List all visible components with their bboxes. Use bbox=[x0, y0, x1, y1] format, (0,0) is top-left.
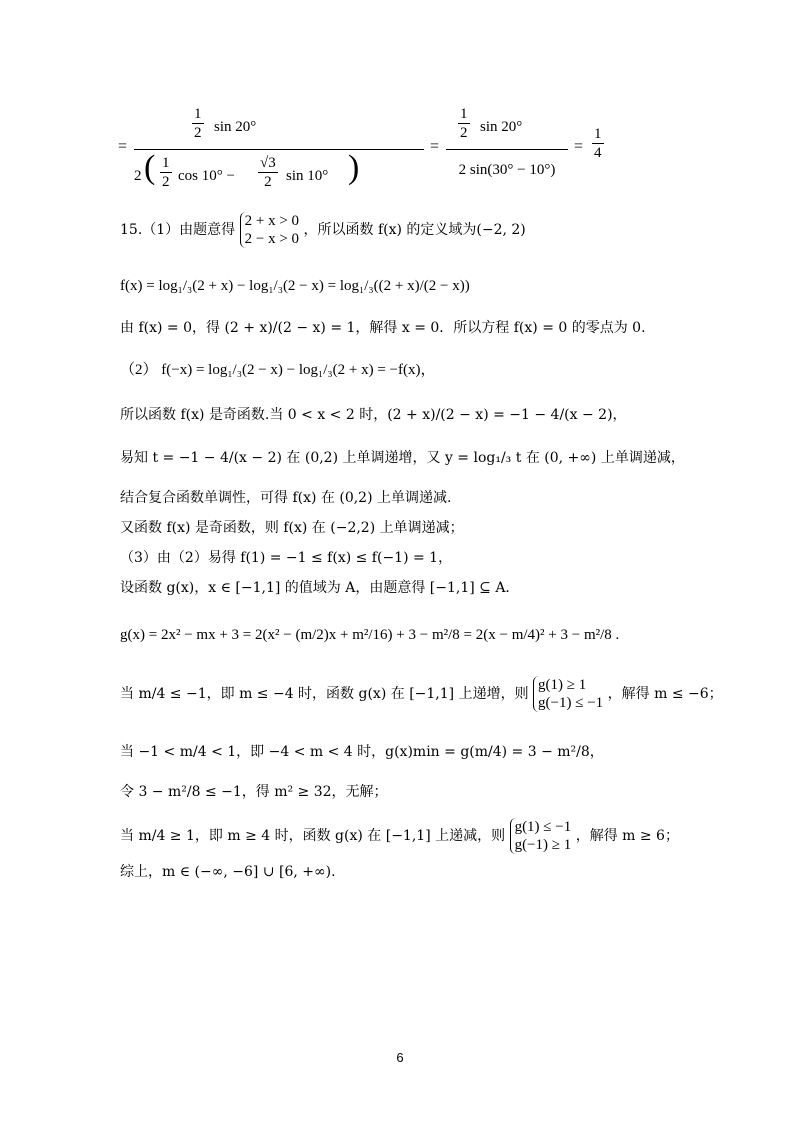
mid-numerator: sin 20° bbox=[480, 119, 523, 135]
increasing-system bbox=[533, 676, 603, 712]
line-3-f: 令 3 − m²/8 ≤ −1，得 m² ≥ 32，无解； bbox=[120, 784, 388, 800]
line-15-1 bbox=[120, 212, 740, 256]
line-15-1-pre: 15.（1）由题意得 bbox=[120, 222, 236, 238]
domain-ineq-2: 2 − x > 0 bbox=[244, 231, 300, 247]
line-f-log: f(x) = log₁/₃(2 + x) − log₁/₃(2 − x) = log₁/₃((2 + x)/(2 − x)) bbox=[120, 278, 470, 294]
decreasing-system bbox=[510, 818, 572, 854]
line-3-e: 当 −1 < m/4 < 1，即 −4 < m < 4 时，g(x)min = g(m/4) = 3 − m²/8， bbox=[120, 744, 604, 760]
line-3-g bbox=[120, 818, 740, 862]
line-2-e: 又函数 f(x) 是奇函数，则 f(x) 在 (−2,2) 上单调递减； bbox=[120, 520, 464, 536]
domain-system bbox=[240, 212, 299, 248]
line-3-a: （3）由（2）易得 f(1) = −1 ≤ f(x) ≤ f(−1) = 1， bbox=[120, 550, 453, 566]
line-zero: 由 f(x) = 0，得 (2 + x)/(2 − x) = 1，解得 x = 0．所以方程 f(x) = 0 的零点为 0. bbox=[120, 320, 646, 336]
line-2-b: 所以函数 f(x) 是奇函数.当 0 < x < 2 时，(2 + x)/(2 − x) = −1 − 4/(x − 2)， bbox=[120, 407, 627, 423]
dec-cond-1: g(1) ≤ −1 bbox=[514, 819, 572, 835]
page-number: 6 bbox=[396, 1050, 404, 1065]
line-3-g-post: ，解得 m ≥ 6； bbox=[575, 828, 679, 844]
inc-cond-2: g(−1) ≤ −1 bbox=[538, 695, 604, 711]
numerator-sin20: sin 20° bbox=[214, 119, 257, 135]
result-denominator: 4 bbox=[594, 145, 602, 161]
dec-cond-2: g(−1) ≥ 1 bbox=[514, 837, 572, 853]
domain-ineq-1: 2 + x > 0 bbox=[244, 213, 300, 229]
line-3-b: 设函数 g(x)，x ∈ [−1,1] 的值域为 A，由题意得 [−1,1] ⊆ A． bbox=[120, 580, 520, 596]
line-3-c: g(x) = 2x² − mx + 3 = 2(x² − (m/2)x + m²/16) + 3 − m²/8 = 2(x − m/4)² + 3 − m²/8 . bbox=[120, 627, 620, 643]
line-15-1-post: ，所以函数 f(x) 的定义域为(−2, 2) bbox=[303, 222, 526, 238]
line-2-c: 易知 t = −1 − 4/(x − 2) 在 (0,2) 上单调递增，又 y = log₁/₃ t 在 (0, +∞) 上单调递减， bbox=[120, 450, 685, 466]
denominator-sin10: sin 10° bbox=[286, 168, 329, 184]
inc-cond-1: g(1) ≥ 1 bbox=[538, 677, 587, 693]
line-3-d-pre: 当 m/4 ≤ −1，即 m ≤ −4 时，函数 g(x) 在 [−1,1] 上递增，则 bbox=[120, 686, 529, 702]
line-2-odd: （2） f(−x) = log₁/₃(2 − x) − log₁/₃(2 + x) = −f(x)， bbox=[120, 362, 436, 378]
mid-denominator: 2 sin(30° − 10°) bbox=[458, 162, 556, 178]
line-3-d bbox=[120, 676, 740, 720]
result-numerator: 1 bbox=[594, 126, 602, 142]
line-conclusion: 综上，m ∈ (−∞, −6] ∪ [6, +∞). bbox=[120, 864, 336, 880]
line-3-g-pre: 当 m/4 ≥ 1，即 m ≥ 4 时，函数 g(x) 在 [−1,1] 上递减，则 bbox=[120, 828, 506, 844]
line-3-d-post: ，解得 m ≤ −6； bbox=[607, 686, 723, 702]
line-2-d: 结合复合函数单调性，可得 f(x) 在 (0,2) 上单调递减. bbox=[120, 490, 452, 506]
formula-top: = $\frac{1}{2}$ sin 20° 2 ( $\frac{1}{2}$ cos 10° − $\frac{√3}{2}$ sin 10° ) = $\frac{1}{2}$ sin 20° 2 sin(30° − 10°) = $\frac{1}{4}$ bbox=[118, 106, 602, 190]
denominator-cos10: cos 10° − bbox=[178, 168, 235, 184]
